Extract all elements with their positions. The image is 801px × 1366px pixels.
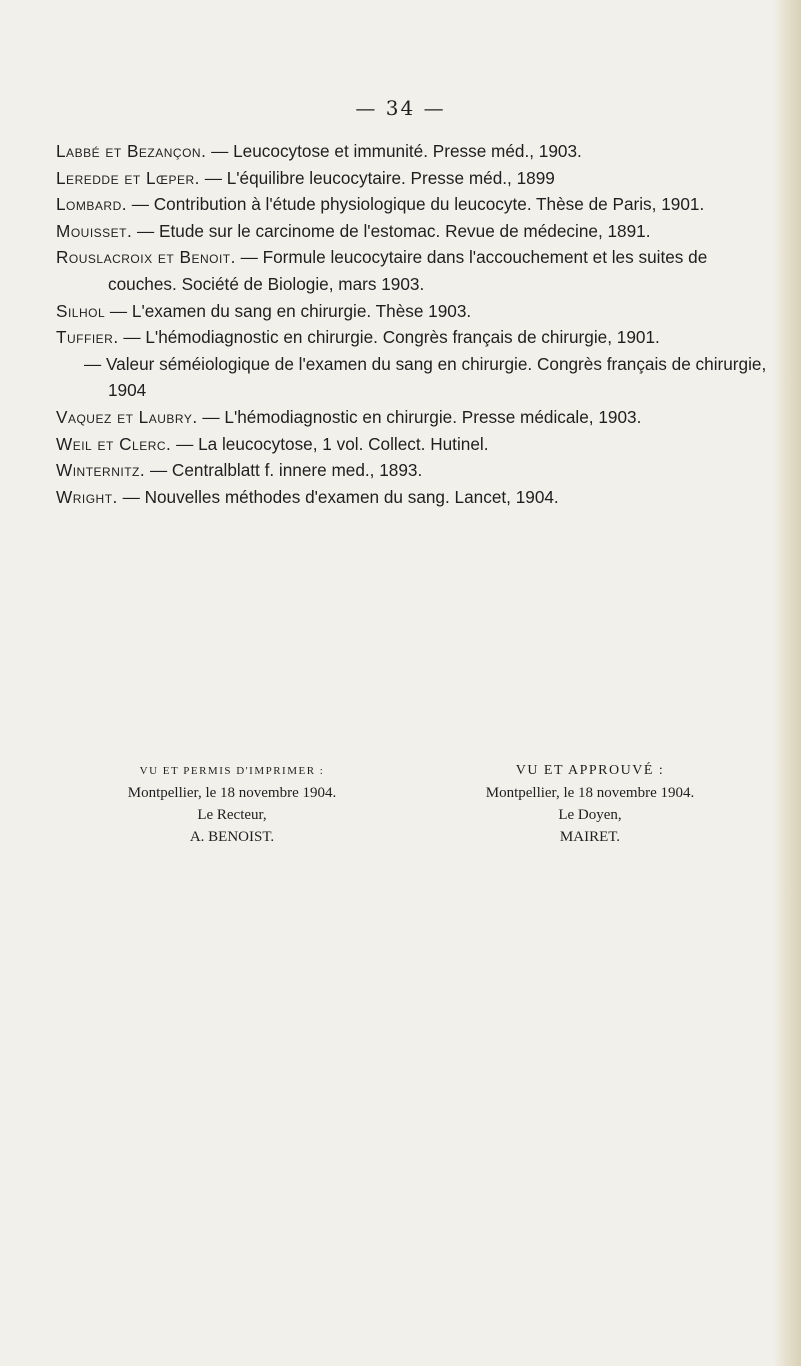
imprimatur-place-date: Montpellier, le 18 novembre 1904.: [127, 785, 337, 801]
reference-entry: [56, 324, 776, 351]
reference-entry: [56, 484, 776, 511]
page-number: — 34 —: [355, 96, 446, 120]
reference-author: Wright.: [56, 486, 118, 507]
reference-author: Winternitz.: [56, 460, 146, 481]
reference-text: — Formule leucocytaire dans l'accouchement et les suites de couches. Société de Biologie, mars 1903.: [108, 247, 708, 294]
approval-signatory: MAIRET.: [559, 829, 621, 845]
reference-entry: [56, 244, 776, 297]
reference-text: — Contribution à l'étude physiologique du leucocyte. Thèse de Paris, 1901.: [127, 194, 705, 215]
reference-text: — L'hémodiagnostic en chirurgie. Presse médicale, 1903.: [197, 406, 642, 427]
reference-author: Lombard.: [56, 194, 128, 215]
reference-text: — Centralblatt f. innere med., 1893.: [145, 460, 423, 481]
approval-title: Le Doyen,: [558, 807, 622, 823]
reference-text: — Nouvelles méthodes d'examen du sang. Lancet, 1904.: [117, 486, 559, 507]
reference-entry: [56, 404, 776, 431]
reference-entry-ditto: [56, 351, 776, 404]
reference-author: Leredde et Lœper.: [56, 167, 200, 188]
approval-dean: [430, 760, 750, 848]
imprimatur-title: Le Recteur,: [197, 807, 267, 823]
reference-text: — La leucocytose, 1 vol. Collect. Hutinel.: [171, 433, 489, 454]
reference-text: — Etude sur le carcinome de l'estomac. Revue de médecine, 1891.: [132, 220, 651, 241]
reference-entry: [56, 431, 776, 458]
imprimatur-heading: VU ET PERMIS D'IMPRIMER :: [139, 765, 325, 777]
reference-author: Rouslacroix et Benoit.: [56, 247, 236, 268]
reference-entry: [56, 191, 776, 218]
bibliography-list: [56, 138, 776, 510]
reference-author: Tuffier.: [56, 327, 119, 348]
page-edge-shadow: [773, 0, 801, 1366]
reference-text: — Valeur séméiologique de l'examen du sang en chirurgie. Congrès français de chirurgie, 1904: [84, 353, 767, 401]
reference-entry: [56, 298, 776, 325]
reference-text: — Leucocytose et immunité. Presse méd., 1903.: [206, 141, 582, 161]
reference-entry: [56, 138, 776, 165]
reference-author: Mouisset.: [56, 220, 133, 241]
approval-heading: VU ET APPROUVÉ :: [515, 763, 665, 778]
reference-entry: [56, 165, 776, 192]
imprimatur-rector: [72, 760, 392, 848]
reference-author: Labbé et Bezançon.: [56, 141, 207, 161]
imprimatur-signatory: A. BENOIST.: [189, 829, 275, 845]
approval-place-date: Montpellier, le 18 novembre 1904.: [485, 785, 695, 801]
reference-entry: [56, 457, 776, 484]
reference-text: — L'hémodiagnostic en chirurgie. Congrès français de chirurgie, 1901.: [118, 327, 660, 348]
reference-entry: [56, 218, 776, 245]
reference-text: — L'équilibre leucocytaire. Presse méd., 1899: [199, 167, 555, 188]
reference-author: Silhol: [56, 300, 106, 321]
reference-author: Weil et Clerc.: [56, 433, 172, 454]
reference-text: — L'examen du sang en chirurgie. Thèse 1903.: [105, 300, 472, 321]
reference-author: Vaquez et Laubry.: [56, 406, 198, 427]
